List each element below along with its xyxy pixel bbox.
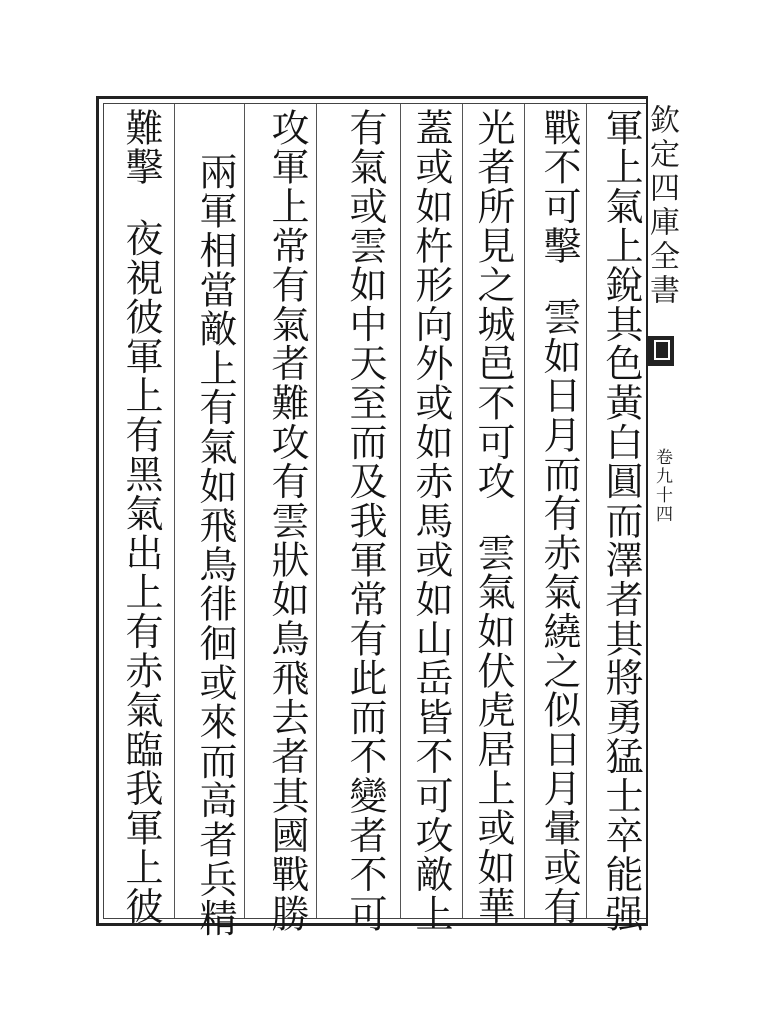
text-column-2 [528,108,590,926]
text-column-1 [590,108,652,933]
column-3-text-a: 光者所見之城邑不可攻 [471,108,515,501]
text-column-4 [400,108,462,933]
column-2-text-a: 戰不可擊 [537,108,581,266]
column-3-text-b: 雲氣如伏虎居上或如華 [471,533,515,926]
column-1-text: 軍上氣上銳其色黃白圓而澤者其將勇猛士卒能强 [599,108,643,934]
column-5-text: 有氣或雲如中天至而及我軍常有此而不變者不可 [343,108,387,934]
text-column-5 [334,108,396,933]
juan-number: 卷九十四 [652,448,672,524]
text-column-8 [110,108,172,926]
column-6-text: 攻軍上常有氣者難攻有雲狀如鳥飛去者其國戰勝 [265,108,309,934]
margin-title: 欽定四庫全書 [644,104,679,308]
text-column-7 [184,152,246,938]
column-7-text: 兩軍相當敵上有氣如飛鳥徘徊或來而高者兵精 [193,152,237,938]
column-2-text-b: 雲如日月而有赤氣繞之似日月暈或有 [537,297,581,927]
column-8-text-a: 難擊 [119,108,163,187]
column-4-text: 蓋或如杵形向外或如赤馬或如山岳皆不可攻敵上 [409,108,453,934]
column-8-text-b: 夜視彼軍上有黑氣出上有赤氣臨我軍上彼 [119,218,163,927]
text-column-3 [462,108,524,926]
fish-tail-inner [654,340,670,360]
text-column-6 [256,108,318,933]
